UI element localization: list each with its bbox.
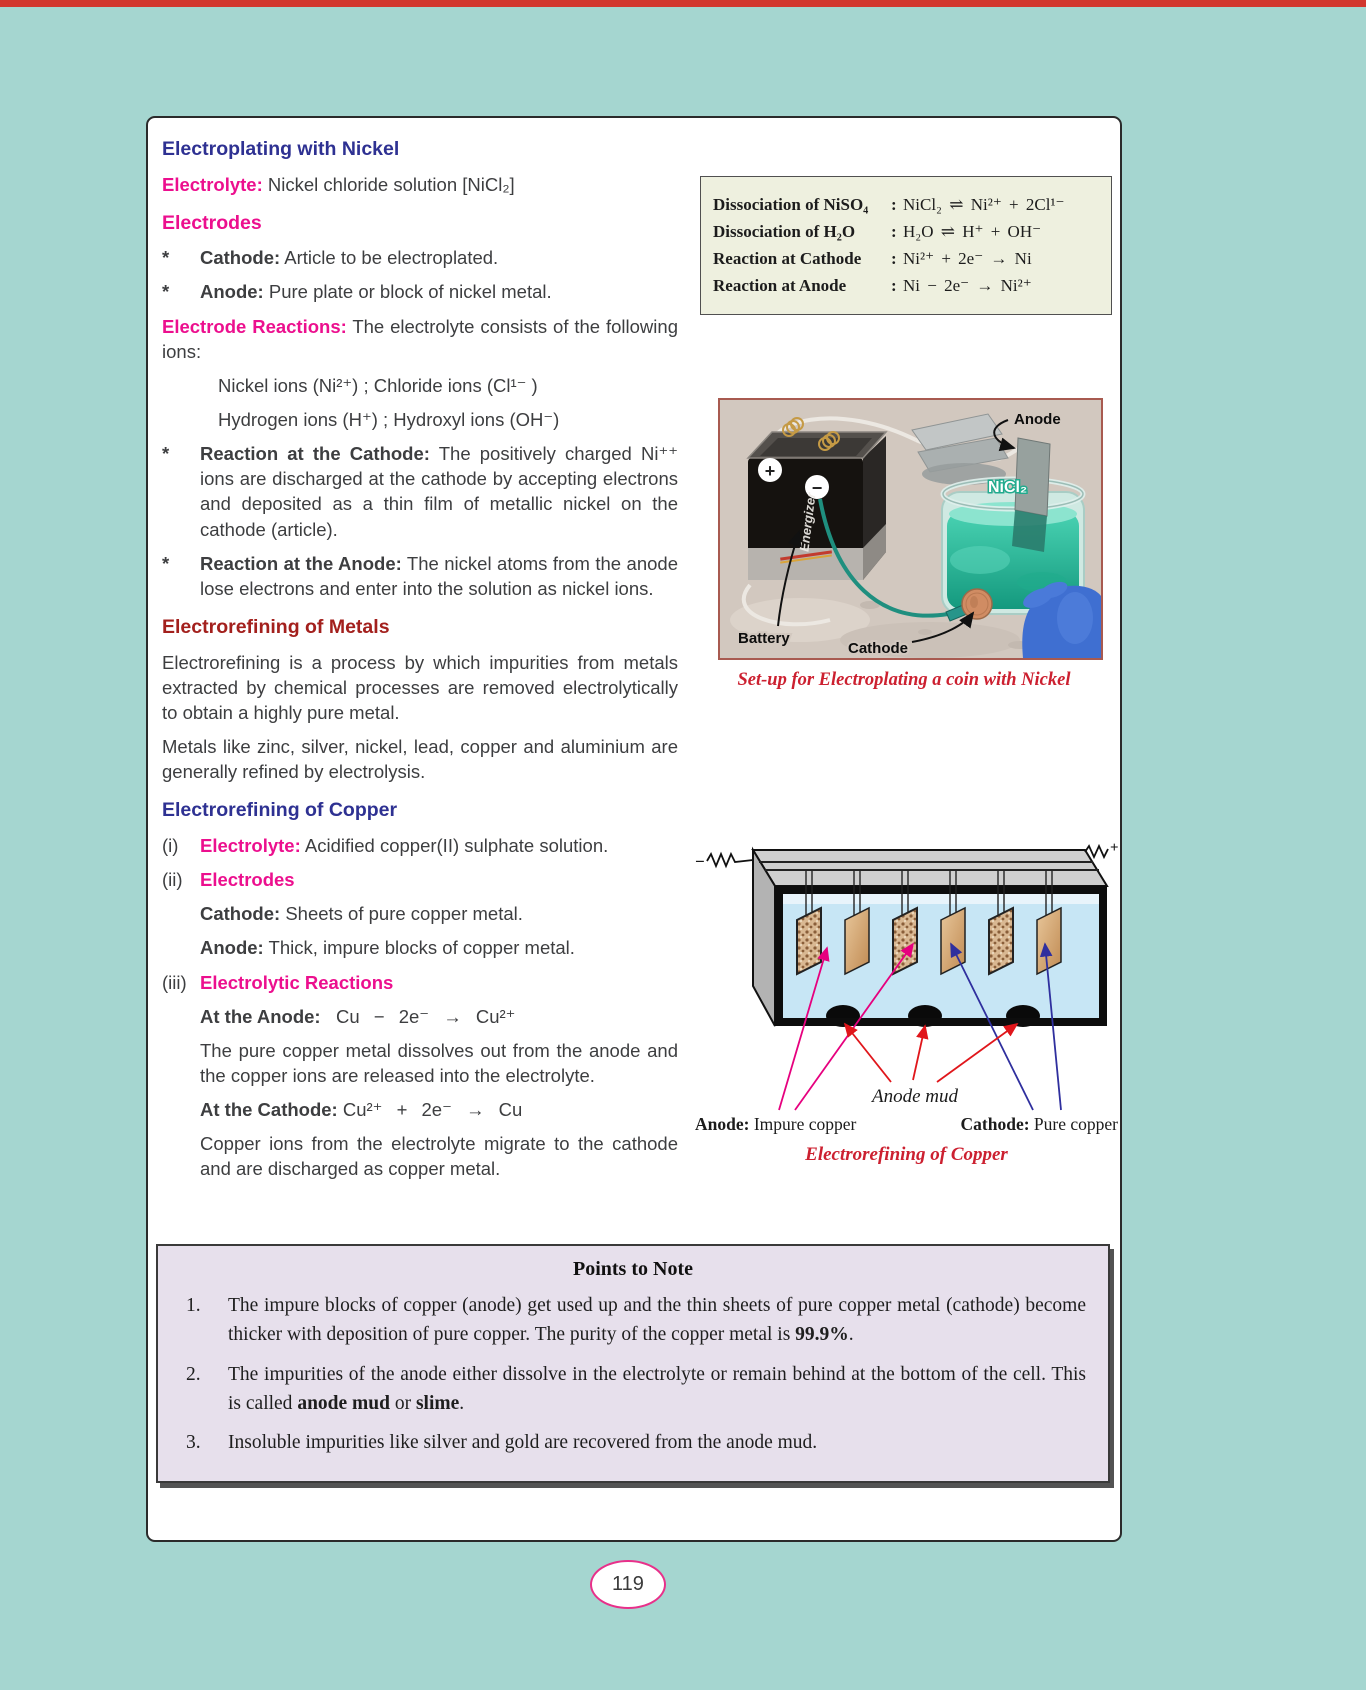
diagram-cathode-text: Pure copper — [1033, 1114, 1118, 1134]
impure-copper-anode-plate — [797, 908, 821, 974]
photo-cathode-label: Cathode — [848, 640, 908, 657]
diagram-anode-label: Anode: — [695, 1114, 750, 1134]
item-ii — [162, 867, 678, 892]
equation-text: Ni²⁺ + 2e⁻ → Ni — [903, 249, 1032, 268]
item-text-segment: The impure blocks of copper (anode) get used up and the thin sheets of pure copper metal (cathode) become thicker with deposition of pure copper. The purity of the copper metal is — [228, 1295, 1086, 1346]
electrolyte-line — [162, 172, 678, 197]
section-title-electroplating: Electroplating with Nickel — [162, 138, 400, 160]
ions-line-1: Nickel ions (Ni²⁺) ; Chloride ions (Cl¹⁻ ) — [218, 374, 538, 396]
cathode-paragraph: Copper ions from the electrolyte migrate to the cathode and are discharged as copper metal. — [200, 1133, 678, 1180]
equation-row — [713, 249, 1099, 269]
nicl2-solution-label: NiCl₂ — [988, 479, 1028, 496]
item-ii-text — [200, 867, 678, 892]
battery — [748, 418, 886, 580]
page-number-badge — [590, 1560, 666, 1609]
points-item-1 — [180, 1291, 1086, 1350]
electrorefining-metals-heading: Electrorefining of Metals — [162, 616, 390, 639]
equation-colon: : — [891, 222, 897, 241]
item-number: 2. — [186, 1363, 201, 1385]
equation-row — [713, 222, 1099, 242]
item-i-label: Electrolyte: — [200, 834, 301, 856]
battery-plus-label: + — [764, 461, 776, 481]
item-number: 3. — [186, 1432, 201, 1453]
at-cathode-label: At the Cathode: — [200, 1099, 338, 1121]
sub-anode-label: Anode: — [200, 937, 264, 959]
reaction-anode-label: Reaction at the Anode: — [200, 552, 402, 574]
photo-anode-label: Anode — [1014, 411, 1061, 428]
item-i — [162, 833, 678, 858]
electrorefining-diagram — [693, 834, 1120, 1166]
item-text — [228, 1360, 1086, 1419]
electrode-reactions-text: The electrolyte consists of the following ions: — [162, 315, 678, 362]
anode-mud-label: Anode mud — [871, 1086, 959, 1107]
item-text-segment: . — [459, 1392, 465, 1414]
electrolyte-label: Electrolyte: — [162, 173, 263, 195]
item-number: 1. — [186, 1295, 201, 1316]
item-text — [228, 1291, 1086, 1350]
sub-anode-line — [162, 935, 678, 960]
equation-text: H₂O ⇌ H⁺ + OH⁻ — [903, 222, 1042, 241]
item-iii — [162, 970, 678, 995]
sub-cathode-label: Cathode: — [200, 903, 281, 925]
points-item-3 — [180, 1428, 1086, 1457]
item-ii-label: Electrodes — [200, 869, 295, 891]
diagram-cathode-label: Cathode: — [960, 1114, 1030, 1134]
at-cathode-equation-line — [162, 1097, 678, 1122]
item-iii-label: Electrolytic Reactions — [200, 971, 394, 993]
battery-minus-label: − — [811, 478, 823, 498]
equation-label: Dissociation of NiSO₄ — [713, 195, 869, 214]
electrode-reactions-label: Electrode Reactions: — [162, 315, 347, 337]
reaction-anode-body: The nickel atoms from the anode lose electrons and enter into the solution as nickel ions. — [200, 552, 678, 599]
reaction-cathode-text — [200, 441, 678, 542]
diagram-cathode-label-line — [961, 1114, 1118, 1135]
negative-terminal-label: − — [695, 852, 705, 871]
equation-text: NiCl₂ ⇌ Ni²⁺ + 2Cl¹⁻ — [903, 195, 1065, 214]
bullet-anode-text — [200, 279, 678, 304]
electroplating-photo — [718, 398, 1103, 660]
anode-text: Pure plate or block of nickel metal. — [268, 281, 552, 303]
item-text-segment: . — [848, 1324, 854, 1346]
reaction-cathode-body: The positively charged Ni⁺⁺ ions are discharged at the cathode by accepting electrons and deposited as a thin film of metallic nickel on the cathode (article). — [200, 443, 678, 540]
sub-anode-text: Thick, impure blocks of copper metal. — [268, 937, 575, 959]
item-bold-segment: 99.9% — [795, 1324, 849, 1346]
impure-copper-anode-plate — [989, 908, 1013, 974]
diagram-caption: Electrorefining of Copper — [805, 1144, 1008, 1165]
item-text-segment: Insoluble impurities like silver and gold are recovered from the anode mud. — [228, 1432, 818, 1453]
anode-mud-arrow — [913, 1026, 925, 1080]
item-text — [228, 1428, 1086, 1457]
item-ii-number: (ii) — [162, 869, 183, 891]
reaction-anode-text — [200, 551, 678, 601]
photo-caption: Set-up for Electroplating a coin with Nickel — [737, 670, 1071, 690]
points-to-note-box — [156, 1244, 1110, 1483]
page-number: 119 — [612, 1573, 644, 1595]
equation-label: Reaction at Anode — [713, 276, 847, 295]
electrode-reactions-line — [162, 314, 678, 364]
diagram-label-row — [693, 1114, 1120, 1135]
bullet-reaction-anode — [162, 551, 678, 601]
equation-row — [713, 276, 1099, 296]
item-text-segment: The impurities of the anode either dissolve in the electrolyte or remain behind at the bottom of the cell. This is called — [228, 1363, 1086, 1414]
content-panel — [146, 116, 1122, 1542]
electrodes-heading: Electrodes — [162, 211, 262, 234]
impure-copper-anode-plate — [893, 908, 917, 974]
item-text-segment: or — [389, 1392, 416, 1414]
sub-cathode-line — [162, 901, 678, 926]
positive-terminal-label: + — [1110, 840, 1119, 856]
cathode-label: Cathode: — [200, 247, 281, 269]
ions-line-2: Hydrogen ions (H⁺) ; Hydroxyl ions (OH⁻) — [218, 408, 560, 430]
photo-battery-label: Battery — [738, 630, 790, 647]
bullet-cathode — [162, 245, 678, 270]
electrorefining-para-2: Metals like zinc, silver, nickel, lead, copper and aluminium are generally refined by electrolysis. — [162, 736, 678, 783]
bullet-cathode-text — [200, 245, 678, 270]
reaction-cathode-label: Reaction at the Cathode: — [200, 443, 430, 465]
bullet-anode — [162, 279, 678, 304]
battery-brand-text: Energizer — [796, 491, 819, 553]
item-i-text — [200, 833, 678, 858]
diagram-anode-label-line — [695, 1114, 856, 1135]
sub-cathode-text: Sheets of pure copper metal. — [285, 903, 523, 925]
electrorefining-copper-heading: Electrorefining of Copper — [162, 799, 398, 822]
page-top-border — [0, 0, 1366, 7]
equation-row — [713, 195, 1099, 215]
electrorefining-para-1: Electrorefining is a process by which impurities from metals extracted by chemical processes are removed electrolytically to obtain a highly pure metal. — [162, 651, 678, 723]
item-bold-segment: slime — [415, 1392, 460, 1414]
at-anode-label: At the Anode: — [200, 1005, 321, 1027]
at-cathode-equation: Cu²⁺ + 2e⁻ → Cu — [342, 1099, 523, 1121]
pure-copper-cathode-plate — [845, 908, 869, 974]
bullet-marker: * — [162, 281, 170, 303]
cathode-text: Article to be electroplated. — [284, 247, 499, 269]
bullet-marker: * — [162, 443, 170, 465]
item-iii-number: (iii) — [162, 971, 187, 993]
electrolyte-text: Nickel chloride solution [NiCl₂] — [267, 173, 515, 195]
equation-colon: : — [891, 276, 897, 295]
equation-colon: : — [891, 195, 897, 214]
equation-label: Dissociation of H₂O — [713, 222, 856, 241]
points-title: Points to Note — [573, 1258, 693, 1280]
anode-paragraph: The pure copper metal dissolves out from the anode and the copper ions are released into the electrolyte. — [200, 1039, 678, 1086]
dissociation-equation-box — [700, 176, 1112, 315]
equation-text: Ni − 2e⁻ → Ni²⁺ — [903, 276, 1032, 295]
bullet-reaction-cathode — [162, 441, 678, 542]
at-anode-equation-line — [162, 1004, 678, 1029]
bullet-marker: * — [162, 247, 170, 269]
item-bold-segment: anode mud — [297, 1392, 390, 1414]
equation-label: Reaction at Cathode — [713, 249, 862, 268]
item-i-number: (i) — [162, 834, 179, 856]
pure-copper-cathode-plate — [1037, 908, 1061, 974]
anode-mud-arrow — [845, 1024, 891, 1082]
left-column — [162, 134, 678, 1191]
points-item-2 — [180, 1360, 1086, 1419]
bullet-marker: * — [162, 552, 170, 574]
item-iii-text — [200, 970, 678, 995]
anode-label: Anode: — [200, 281, 264, 303]
diagram-anode-text: Impure copper — [753, 1114, 857, 1134]
item-i-body: Acidified copper(II) sulphate solution. — [304, 834, 609, 856]
equation-colon: : — [891, 249, 897, 268]
at-anode-equation: Cu − 2e⁻ → Cu²⁺ — [336, 1005, 516, 1027]
